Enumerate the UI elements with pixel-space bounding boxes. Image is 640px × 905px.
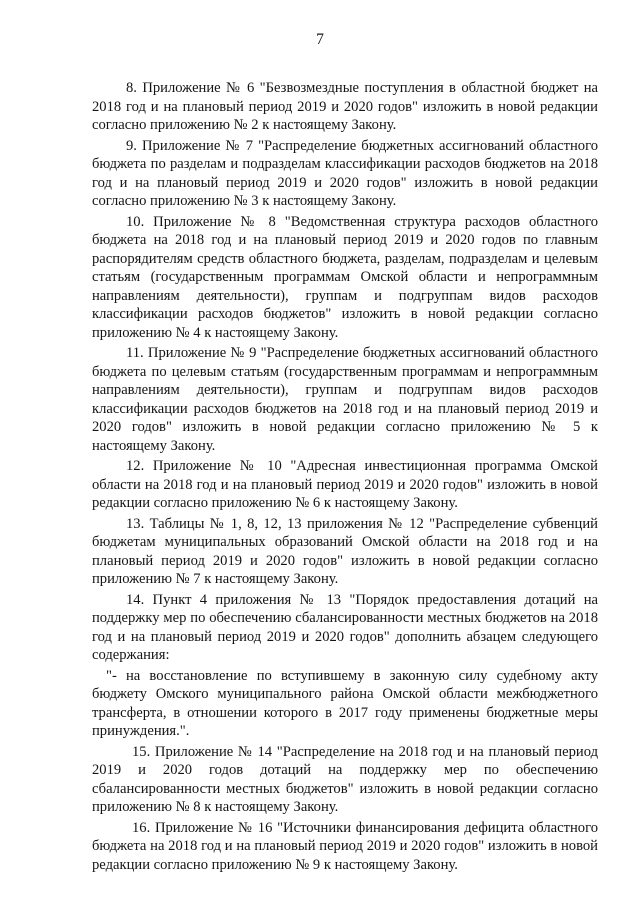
paragraph-15: 15. Приложение № 14 "Распределение на 2018 год и на плановый период 2019 и 2020 годов дотаций на поддержку мер по обеспечению сбалансированности местных бюджетов" изложить в новой редакции согласно приложению № 8 к настоящему Закону.: [92, 743, 598, 815]
paragraph-11: 11. Приложение № 9 "Распределение бюджетных ассигнований областного бюджета по целевым статьям (государственным программам и непрограммным направлениям деятельности), группам и подгруппам видов расходов классификации расходов бюджетов на 2018 год и на плановый период 2019 и 2020 годов" изложить в новой редакции согласно приложению № 5 к настоящему Закону.: [92, 345, 598, 454]
paragraph-9: 9. Приложение № 7 "Распределение бюджетных ассигнований областного бюджета по разделам и подразделам классификации расходов бюджетов на 2018 год и на плановый период 2019 и 2020 годов" изложить в новой редакции согласно приложению № 3 к настоящему Закону.: [92, 137, 598, 209]
page-number: 7: [316, 31, 324, 48]
document-body: [92, 79, 598, 876]
paragraph-16: 16. Приложение № 16 "Источники финансирования дефицита областного бюджета на 2018 год и на плановый период 2019 и 2020 годов" изложить в новой редакции согласно приложению № 9 к настоящему Закону.: [92, 819, 598, 873]
paragraph-10: 10. Приложение № 8 "Ведомственная структура расходов областного бюджета на 2018 год и на плановый период 2019 и 2020 годов по главным распорядителям средств областного бюджета, разделам, подразделам и целевым статьям (государственным программам Омской области и непрограммным направлениям деятельности), группам и подгруппам видов расходов классификации расходов бюджетов" изложить в новой редакции согласно приложению № 4 к настоящему Закону.: [92, 213, 598, 341]
paragraph-14: 14. Пункт 4 приложения № 13 "Порядок предоставления дотаций на поддержку мер по обеспечению сбалансированности местных бюджетов на 2018 год и на плановый период 2019 и 2020 годов" дополнить абзацем следующего содержания:: [92, 591, 598, 663]
paragraph-12: 12. Приложение № 10 "Адресная инвестиционная программа Омской области на 2018 год и на плановый период 2019 и 2020 годов" изложить в новой редакции согласно приложению № 6 к настоящему Закону.: [92, 458, 598, 511]
paragraph-quote: "- на восстановление по вступившему в законную силу судебному акту бюджету Омского муниципального района Омской области межбюджетного трансферта, в отношении которого в 2017 году применены бюджетные меры принуждения.".: [92, 667, 598, 739]
paragraph-13: 13. Таблицы № 1, 8, 12, 13 приложения № 12 "Распределение субвенций бюджетам муниципальных образований Омской области на 2018 год и на плановый период 2019 и 2020 годов" изложить в новой редакции согласно приложению № 7 к настоящему Закону.: [92, 515, 598, 587]
paragraph-8: 8. Приложение № 6 "Безвозмездные поступления в областной бюджет на 2018 год и на плановый период 2019 и 2020 годов" изложить в новой редакции согласно приложению № 2 к настоящему Закону.: [92, 80, 598, 133]
